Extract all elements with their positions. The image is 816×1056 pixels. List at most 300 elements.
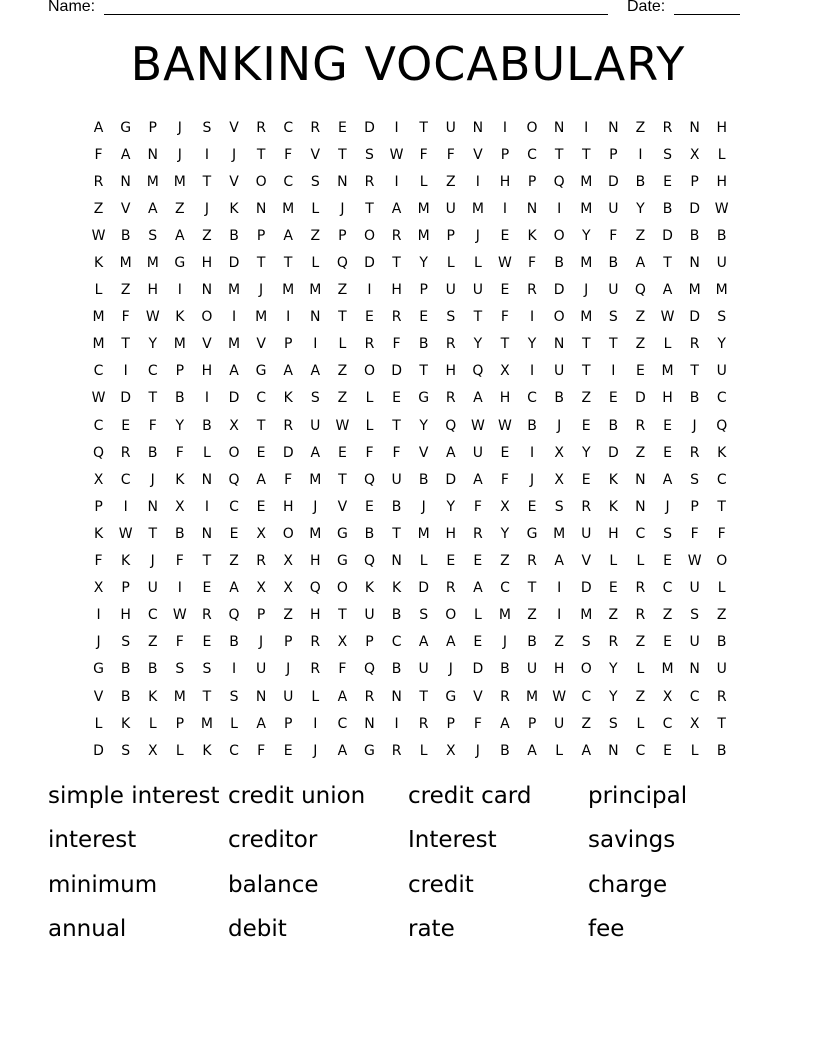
grid-letter: H — [147, 282, 158, 299]
grid-letter: M — [200, 715, 213, 732]
grid-letter: F — [284, 146, 293, 163]
grid-letter: N — [364, 715, 375, 732]
grid-letter: C — [93, 363, 104, 380]
grid-letter: P — [338, 227, 347, 244]
grid-letter: E — [283, 742, 293, 759]
grid-letter: A — [445, 444, 456, 461]
grid-letter: U — [310, 417, 321, 434]
grid-letter: P — [283, 634, 293, 651]
grid-letter: E — [500, 282, 510, 299]
grid-letter: B — [500, 742, 510, 759]
grid-letter: I — [394, 173, 399, 190]
grid-letter: C — [527, 146, 537, 163]
grid-letter: P — [94, 498, 103, 515]
grid-letter: A — [283, 363, 293, 380]
grid-letter: N — [391, 688, 402, 705]
grid-letter: A — [391, 200, 402, 217]
grid-letter: G — [93, 661, 104, 678]
grid-letter: L — [148, 715, 157, 732]
grid-letter: B — [662, 200, 673, 217]
word-bank-item: principal — [588, 783, 688, 809]
grid-letter: D — [391, 363, 402, 380]
grid-letter: N — [472, 119, 484, 136]
word-bank-item: debit — [228, 915, 287, 942]
grid-letter: I — [313, 715, 318, 732]
grid-letter: E — [663, 173, 672, 190]
grid-letter: M — [715, 282, 728, 299]
grid-letter: I — [177, 580, 182, 597]
word-bank-item: minimum — [48, 871, 158, 898]
grid-letter: B — [527, 634, 537, 651]
grid-letter: K — [121, 715, 131, 732]
grid-letter: X — [229, 417, 239, 434]
grid-letter: F — [94, 146, 103, 163]
grid-letter: M — [661, 661, 674, 678]
grid-letter: J — [150, 471, 155, 488]
grid-letter: Z — [283, 607, 293, 624]
grid-letter: J — [313, 498, 318, 515]
grid-letter: Y — [419, 417, 428, 434]
grid-letter: N — [689, 119, 700, 136]
grid-letter: O — [363, 363, 375, 380]
grid-letter: C — [93, 417, 104, 434]
grid-letter: K — [202, 742, 212, 759]
grid-letter: E — [365, 309, 374, 326]
grid-letter: F — [500, 309, 509, 326]
grid-letter: U — [581, 525, 592, 542]
grid-letter: Q — [445, 417, 457, 434]
grid-letter: Z — [554, 634, 564, 651]
grid-letter: A — [473, 580, 483, 597]
grid-letter: F — [284, 471, 293, 488]
grid-letter: P — [446, 227, 455, 244]
grid-letter: R — [635, 417, 646, 434]
grid-letter: B — [527, 417, 537, 434]
grid-letter: B — [716, 634, 727, 651]
grid-letter: S — [690, 607, 700, 624]
grid-letter: T — [392, 255, 401, 272]
grid-letter: E — [256, 498, 266, 515]
grid-letter: F — [500, 471, 509, 488]
grid-letter: F — [717, 525, 726, 542]
grid-letter: H — [310, 553, 321, 570]
word-bank-item: charge — [588, 871, 668, 898]
grid-letter: R — [608, 634, 619, 651]
grid-letter: Z — [500, 553, 510, 570]
grid-letter: P — [256, 607, 266, 624]
grid-letter: Y — [446, 498, 456, 515]
grid-letter: J — [692, 417, 697, 434]
grid-letter: I — [611, 363, 616, 380]
grid-letter: K — [391, 580, 402, 597]
grid-letter: R — [716, 688, 727, 705]
grid-letter: S — [229, 688, 239, 705]
grid-letter: I — [123, 498, 128, 515]
grid-letter: L — [609, 553, 618, 570]
grid-letter: N — [147, 146, 158, 163]
grid-letter: N — [201, 282, 213, 299]
grid-letter: A — [445, 634, 456, 651]
grid-letter: N — [635, 498, 646, 515]
grid-letter: B — [391, 498, 402, 515]
grid-letter: Y — [581, 444, 591, 461]
grid-letter: B — [418, 336, 429, 353]
grid-letter: T — [283, 255, 293, 272]
grid-letter: A — [662, 471, 673, 488]
grid-letter: M — [417, 525, 430, 542]
grid-letter: T — [419, 688, 428, 705]
grid-letter: E — [473, 634, 483, 651]
grid-letter: J — [231, 146, 237, 163]
grid-letter: N — [201, 471, 213, 488]
grid-letter: O — [553, 227, 565, 244]
grid-letter: H — [662, 390, 673, 407]
grid-letter: V — [93, 688, 104, 705]
grid-letter: S — [202, 119, 212, 136]
grid-letter: W — [470, 417, 485, 434]
grid-letter: J — [475, 227, 480, 244]
grid-letter: R — [283, 417, 294, 434]
grid-letter: E — [337, 119, 347, 136]
grid-letter: U — [716, 661, 727, 678]
grid-letter: Q — [336, 255, 348, 272]
grid-letter: U — [391, 471, 402, 488]
grid-letter: U — [716, 255, 727, 272]
grid-letter: O — [580, 661, 592, 678]
grid-letter: M — [227, 336, 241, 353]
grid-letter: I — [204, 390, 209, 407]
grid-letter: O — [526, 119, 538, 136]
grid-letter: I — [123, 363, 128, 380]
grid-letter: T — [338, 146, 347, 163]
grid-letter: I — [529, 309, 535, 326]
grid-letter: J — [475, 742, 480, 759]
grid-letter: M — [580, 173, 593, 190]
grid-letter: G — [336, 553, 348, 570]
grid-letter: L — [473, 607, 482, 624]
grid-letter: W — [118, 525, 133, 542]
grid-letter: K — [608, 471, 618, 488]
grid-letter: A — [310, 444, 321, 461]
grid-letter: I — [231, 661, 237, 678]
grid-letter: X — [689, 146, 700, 163]
grid-letter: Q — [363, 553, 375, 570]
grid-letter: U — [418, 661, 429, 678]
grid-letter: B — [608, 417, 619, 434]
grid-letter: N — [201, 525, 213, 542]
word-bank-item: credit union — [228, 783, 366, 809]
grid-letter: Z — [445, 173, 456, 190]
grid-letter: H — [120, 607, 131, 624]
grid-letter: J — [421, 498, 426, 515]
grid-letter: B — [202, 417, 212, 434]
grid-letter: C — [581, 688, 592, 705]
grid-letter: Z — [662, 607, 673, 624]
worksheet-header — [48, 0, 748, 20]
grid-letter: M — [553, 525, 566, 542]
grid-letter: T — [256, 255, 266, 272]
grid-letter: B — [391, 607, 402, 624]
grid-letter: X — [554, 444, 564, 461]
grid-letter: Z — [608, 607, 619, 624]
grid-letter: Z — [635, 336, 646, 353]
grid-letter: A — [229, 580, 239, 597]
grid-letter: T — [554, 146, 564, 163]
grid-letter: B — [608, 255, 619, 272]
grid-letter: M — [309, 471, 322, 488]
grid-letter: A — [256, 471, 266, 488]
grid-letter: Y — [636, 200, 645, 217]
grid-letter: B — [689, 227, 700, 244]
grid-letter: Z — [337, 363, 348, 380]
grid-letter: Z — [147, 634, 158, 651]
grid-letter: R — [527, 282, 537, 299]
grid-letter: J — [584, 282, 589, 299]
grid-letter: Q — [309, 580, 321, 597]
grid-letter: E — [635, 363, 645, 380]
grid-letter: P — [256, 227, 266, 244]
grid-letter: V — [202, 336, 212, 353]
grid-letter: O — [716, 553, 728, 570]
grid-letter: N — [553, 119, 565, 136]
grid-letter: Q — [93, 444, 105, 461]
grid-letter: A — [500, 715, 510, 732]
grid-letter: B — [391, 661, 402, 678]
grid-letter: J — [177, 119, 182, 136]
grid-letter: Z — [175, 200, 185, 217]
grid-letter: F — [690, 525, 699, 542]
grid-letter: X — [445, 742, 456, 759]
grid-letter: B — [147, 661, 158, 678]
word-bank-item: creditor — [228, 827, 318, 854]
grid-letter: N — [635, 471, 646, 488]
grid-letter: G — [445, 688, 457, 705]
grid-letter: H — [445, 363, 457, 380]
grid-letter: P — [148, 119, 157, 136]
grid-letter: C — [635, 742, 646, 759]
grid-letter: N — [608, 119, 619, 136]
grid-letter: Q — [716, 417, 728, 434]
grid-letter: S — [554, 498, 564, 515]
name-label: Name: — [48, 0, 96, 15]
grid-letter: C — [527, 390, 537, 407]
grid-letter: H — [445, 525, 457, 542]
grid-letter: F — [473, 498, 482, 515]
grid-letter: Z — [581, 390, 592, 407]
grid-letter: Q — [228, 471, 240, 488]
grid-letter: R — [364, 336, 375, 353]
grid-letter: U — [147, 580, 158, 597]
grid-letter: L — [663, 336, 672, 353]
grid-letter: F — [338, 661, 347, 678]
grid-letter: D — [418, 580, 430, 597]
grid-letter: N — [526, 200, 538, 217]
grid-letter: S — [121, 634, 131, 651]
grid-letter: I — [231, 309, 237, 326]
grid-letter: O — [255, 173, 267, 190]
grid-letter: E — [337, 444, 347, 461]
grid-letter: X — [256, 580, 266, 597]
word-bank-item: savings — [588, 827, 676, 854]
grid-letter: A — [175, 227, 185, 244]
grid-letter: I — [204, 146, 209, 163]
grid-letter: K — [229, 200, 239, 217]
grid-letter: E — [663, 417, 672, 434]
grid-letter: K — [93, 525, 104, 542]
word-bank-item: rate — [408, 915, 455, 942]
name-line — [104, 14, 608, 15]
grid-letter: K — [175, 309, 185, 326]
grid-letter: P — [175, 363, 185, 380]
grid-letter: B — [500, 661, 510, 678]
grid-letter: U — [608, 200, 619, 217]
grid-letter: I — [584, 119, 589, 136]
grid-letter: Z — [635, 227, 646, 244]
grid-letter: X — [500, 498, 510, 515]
grid-letter: S — [202, 661, 212, 678]
grid-letter: M — [580, 309, 593, 326]
grid-letter: A — [310, 363, 321, 380]
grid-letter: I — [557, 580, 562, 597]
grid-letter: B — [120, 227, 131, 244]
grid-letter: J — [557, 417, 562, 434]
grid-letter: S — [419, 607, 429, 624]
grid-letter: I — [475, 173, 480, 190]
grid-letter: X — [337, 634, 348, 651]
grid-letter: B — [147, 444, 158, 461]
grid-letter: C — [391, 634, 402, 651]
grid-letter: E — [663, 444, 672, 461]
grid-letter: S — [175, 661, 185, 678]
letter-grid — [85, 114, 735, 764]
grid-letter: L — [636, 661, 645, 678]
grid-letter: J — [177, 146, 182, 163]
grid-letter: M — [173, 688, 186, 705]
grid-letter: L — [636, 553, 645, 570]
grid-letter: I — [367, 282, 372, 299]
grid-letter: Q — [634, 282, 646, 299]
grid-letter: M — [119, 255, 132, 272]
grid-letter: E — [419, 309, 429, 326]
grid-letter: D — [364, 119, 375, 136]
grid-letter: T — [717, 498, 726, 515]
grid-letter: J — [340, 200, 345, 217]
grid-letter: E — [663, 742, 672, 759]
grid-letter: M — [173, 173, 186, 190]
grid-letter: T — [609, 336, 618, 353]
grid-letter: P — [690, 498, 699, 515]
grid-letter: I — [286, 309, 291, 326]
grid-letter: K — [175, 471, 185, 488]
grid-letter: M — [282, 200, 295, 217]
grid-letter: M — [580, 200, 593, 217]
grid-letter: A — [147, 200, 158, 217]
grid-letter: T — [500, 336, 510, 353]
grid-letter: M — [309, 525, 322, 542]
grid-letter: L — [94, 282, 103, 299]
grid-letter: T — [473, 309, 483, 326]
grid-letter: D — [228, 255, 240, 272]
grid-letter: Y — [527, 336, 537, 353]
word-bank-item: annual — [48, 915, 127, 942]
grid-letter: S — [663, 146, 672, 163]
grid-letter: B — [120, 688, 131, 705]
grid-letter: C — [229, 498, 239, 515]
grid-letter: R — [635, 580, 646, 597]
grid-letter: A — [229, 363, 239, 380]
grid-letter: Y — [717, 336, 726, 353]
grid-letter: U — [283, 688, 294, 705]
grid-letter: T — [202, 688, 212, 705]
grid-letter: M — [92, 309, 105, 326]
grid-letter: F — [365, 444, 374, 461]
grid-letter: I — [502, 200, 508, 217]
grid-letter: G — [120, 119, 132, 136]
grid-letter: P — [365, 634, 374, 651]
grid-letter: E — [663, 553, 672, 570]
grid-letter: W — [91, 390, 106, 407]
grid-letter: R — [472, 525, 483, 542]
grid-letter: L — [338, 336, 347, 353]
grid-letter: O — [363, 227, 375, 244]
grid-letter: D — [93, 742, 104, 759]
grid-letter: F — [94, 553, 103, 570]
grid-letter: A — [581, 742, 592, 759]
grid-letter: C — [147, 607, 158, 624]
word-bank — [48, 774, 768, 951]
grid-letter: U — [716, 363, 727, 380]
grid-letter: J — [96, 634, 101, 651]
grid-letter: R — [445, 336, 456, 353]
grid-letter: H — [499, 173, 511, 190]
word-bank-item: simple interest — [48, 783, 220, 809]
grid-letter: R — [310, 119, 321, 136]
grid-letter: V — [229, 173, 239, 190]
grid-letter: M — [688, 282, 701, 299]
grid-letter: Z — [635, 634, 646, 651]
grid-letter: Z — [337, 282, 348, 299]
grid-letter: W — [389, 146, 404, 163]
grid-letter: V — [120, 200, 131, 217]
grid-letter: F — [419, 146, 428, 163]
grid-letter: L — [636, 715, 645, 732]
word-bank-item: fee — [588, 915, 625, 942]
grid-letter: B — [635, 173, 646, 190]
grid-letter: D — [228, 390, 240, 407]
grid-letter: Z — [527, 607, 537, 624]
grid-letter: N — [310, 309, 321, 326]
grid-letter: E — [581, 417, 591, 434]
grid-letter: N — [255, 688, 267, 705]
grid-letter: Z — [635, 688, 646, 705]
grid-letter: A — [473, 471, 483, 488]
grid-letter: C — [716, 471, 727, 488]
date-label: Date: — [627, 0, 666, 15]
grid-letter: I — [394, 119, 399, 136]
grid-letter: J — [150, 553, 155, 570]
grid-letter: R — [391, 227, 402, 244]
grid-letter: T — [256, 146, 266, 163]
grid-letter: A — [93, 119, 104, 136]
grid-letter: P — [283, 715, 293, 732]
grid-letter: W — [335, 417, 350, 434]
grid-letter: Z — [716, 607, 727, 624]
grid-letter: A — [337, 688, 348, 705]
grid-letter: C — [635, 525, 646, 542]
grid-letter: K — [527, 227, 537, 244]
grid-letter: T — [365, 200, 374, 217]
grid-letter: N — [147, 498, 158, 515]
